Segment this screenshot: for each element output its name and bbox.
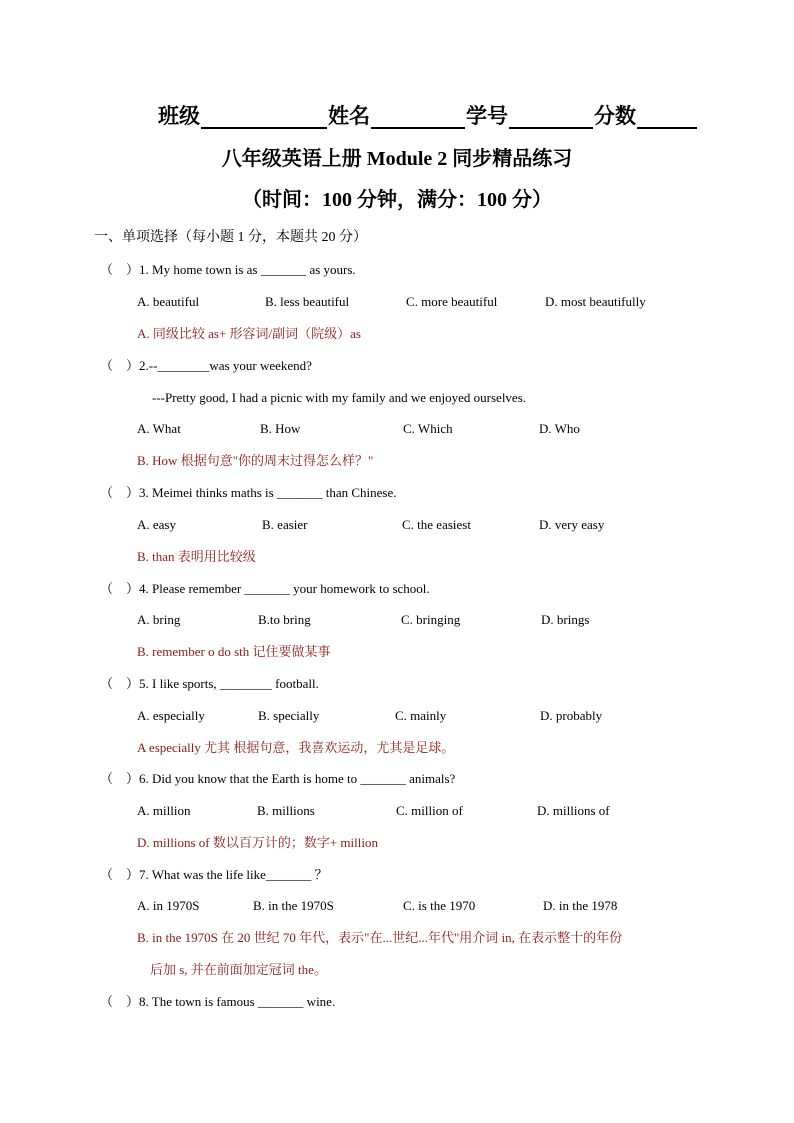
option-c: C. more beautiful [406,294,498,309]
question-stem: 3. Meimei thinks maths is _______ than Chinese. [139,485,397,500]
answer-paren-close: ） [126,867,140,882]
answer-paren-open: （ [100,867,114,882]
option-b: B. specially [258,708,320,723]
answer-explanation: B. How 根据句意"你的周末过得怎么样？" [137,453,374,468]
option-a: A. million [137,803,191,818]
answer-paren-open: （ [100,994,114,1009]
answer-paren-open: （ [100,581,114,596]
answer-paren-open: （ [100,358,114,373]
option-b: B. millions [257,803,315,818]
option-d: D. millions of [537,803,610,818]
option-b: B. easier [262,517,308,532]
question-6 [100,771,455,787]
option-a: A. What [137,421,181,436]
id-label: 学号 [466,104,508,128]
option-c: C. million of [396,803,463,818]
answer-paren-close: ） [126,771,140,786]
student-info-line [158,103,698,129]
answer-explanation: B. in the 1970S 在 20 世纪 70 年代，表示"在...世纪...年代"用介词 in, 在表示整十的年份 [137,930,623,945]
name-label: 姓名 [328,104,370,128]
question-7 [100,867,328,883]
answer-paren-open: （ [100,485,114,500]
section-heading: 一、单项选择（每小题 1 分，本题共 20 分） [94,230,367,245]
option-a: A. easy [137,517,176,532]
answer-explanation-continued: 后加 s, 并在前面加定冠词 the。 [150,962,327,977]
option-d: D. very easy [539,517,605,532]
question-3 [100,485,396,501]
option-b: B. in the 1970S [253,898,334,913]
answer-explanation: B. than 表明用比较级 [137,549,256,564]
answer-explanation: B. remember o do sth 记住要做某事 [137,644,331,659]
option-c: C. Which [403,421,453,436]
question-stem: 1. My home town is as _______ as yours. [139,262,356,277]
option-b: B.to bring [258,612,311,627]
option-b: B. less beautiful [265,294,350,309]
page-subtitle: （时间：100 分钟，满分：100 分） [242,189,552,211]
option-a: A. especially [137,708,205,723]
answer-paren-close: ） [126,262,140,277]
answer-paren-open: （ [100,262,114,277]
class-label: 班级 [158,104,200,128]
question-stem: 4. Please remember _______ your homework to school. [139,581,430,596]
class-blank[interactable] [201,107,327,129]
option-a: A. in 1970S [137,898,200,913]
question-stem: 5. I like sports, ________ football. [139,676,319,691]
score-blank[interactable] [637,107,697,129]
answer-paren-open: （ [100,771,114,786]
answer-explanation: A especially 尤其 根据句意，我喜欢运动，尤其是足球。 [137,740,455,755]
option-a: A. beautiful [137,294,200,309]
option-d: D. brings [541,612,590,627]
option-c: C. bringing [401,612,461,627]
option-c: C. the easiest [402,517,471,532]
dialogue-reply: ---Pretty good, I had a picnic with my family and we enjoyed ourselves. [152,390,527,405]
option-a: A. bring [137,612,181,627]
page-title: 八年级英语上册 Module 2 同步精品练习 [221,148,573,170]
option-d: D. probably [540,708,603,723]
option-b: B. How [260,421,301,436]
question-1 [100,262,356,278]
option-d: D. Who [539,421,580,436]
answer-paren-open: （ [100,676,114,691]
question-stem: 7. What was the life like_______ ？ [139,867,328,882]
id-blank[interactable] [509,107,593,129]
score-label: 分数 [594,104,636,128]
answer-explanation: A. 同级比较 as+ 形容词/副词（院级）as [137,326,361,341]
option-d: D. in the 1978 [543,898,618,913]
answer-paren-close: ） [126,994,140,1009]
answer-explanation: D. millions of 数以百万计的；数字+ million [137,835,378,850]
option-d: D. most beautifully [545,294,646,309]
question-stem: 2.--________was your weekend? [139,358,312,373]
answer-paren-close: ） [126,358,140,373]
answer-paren-close: ） [126,676,140,691]
answer-paren-close: ） [126,485,140,500]
answer-paren-close: ） [126,581,140,596]
question-5 [100,676,319,692]
name-blank[interactable] [371,107,465,129]
question-stem: 8. The town is famous _______ wine. [139,994,336,1009]
option-c: C. is the 1970 [403,898,476,913]
question-4 [100,581,430,597]
option-c: C. mainly [395,708,447,723]
question-8 [100,994,335,1010]
question-stem: 6. Did you know that the Earth is home to _______ animals? [139,771,456,786]
question-2 [100,358,312,374]
